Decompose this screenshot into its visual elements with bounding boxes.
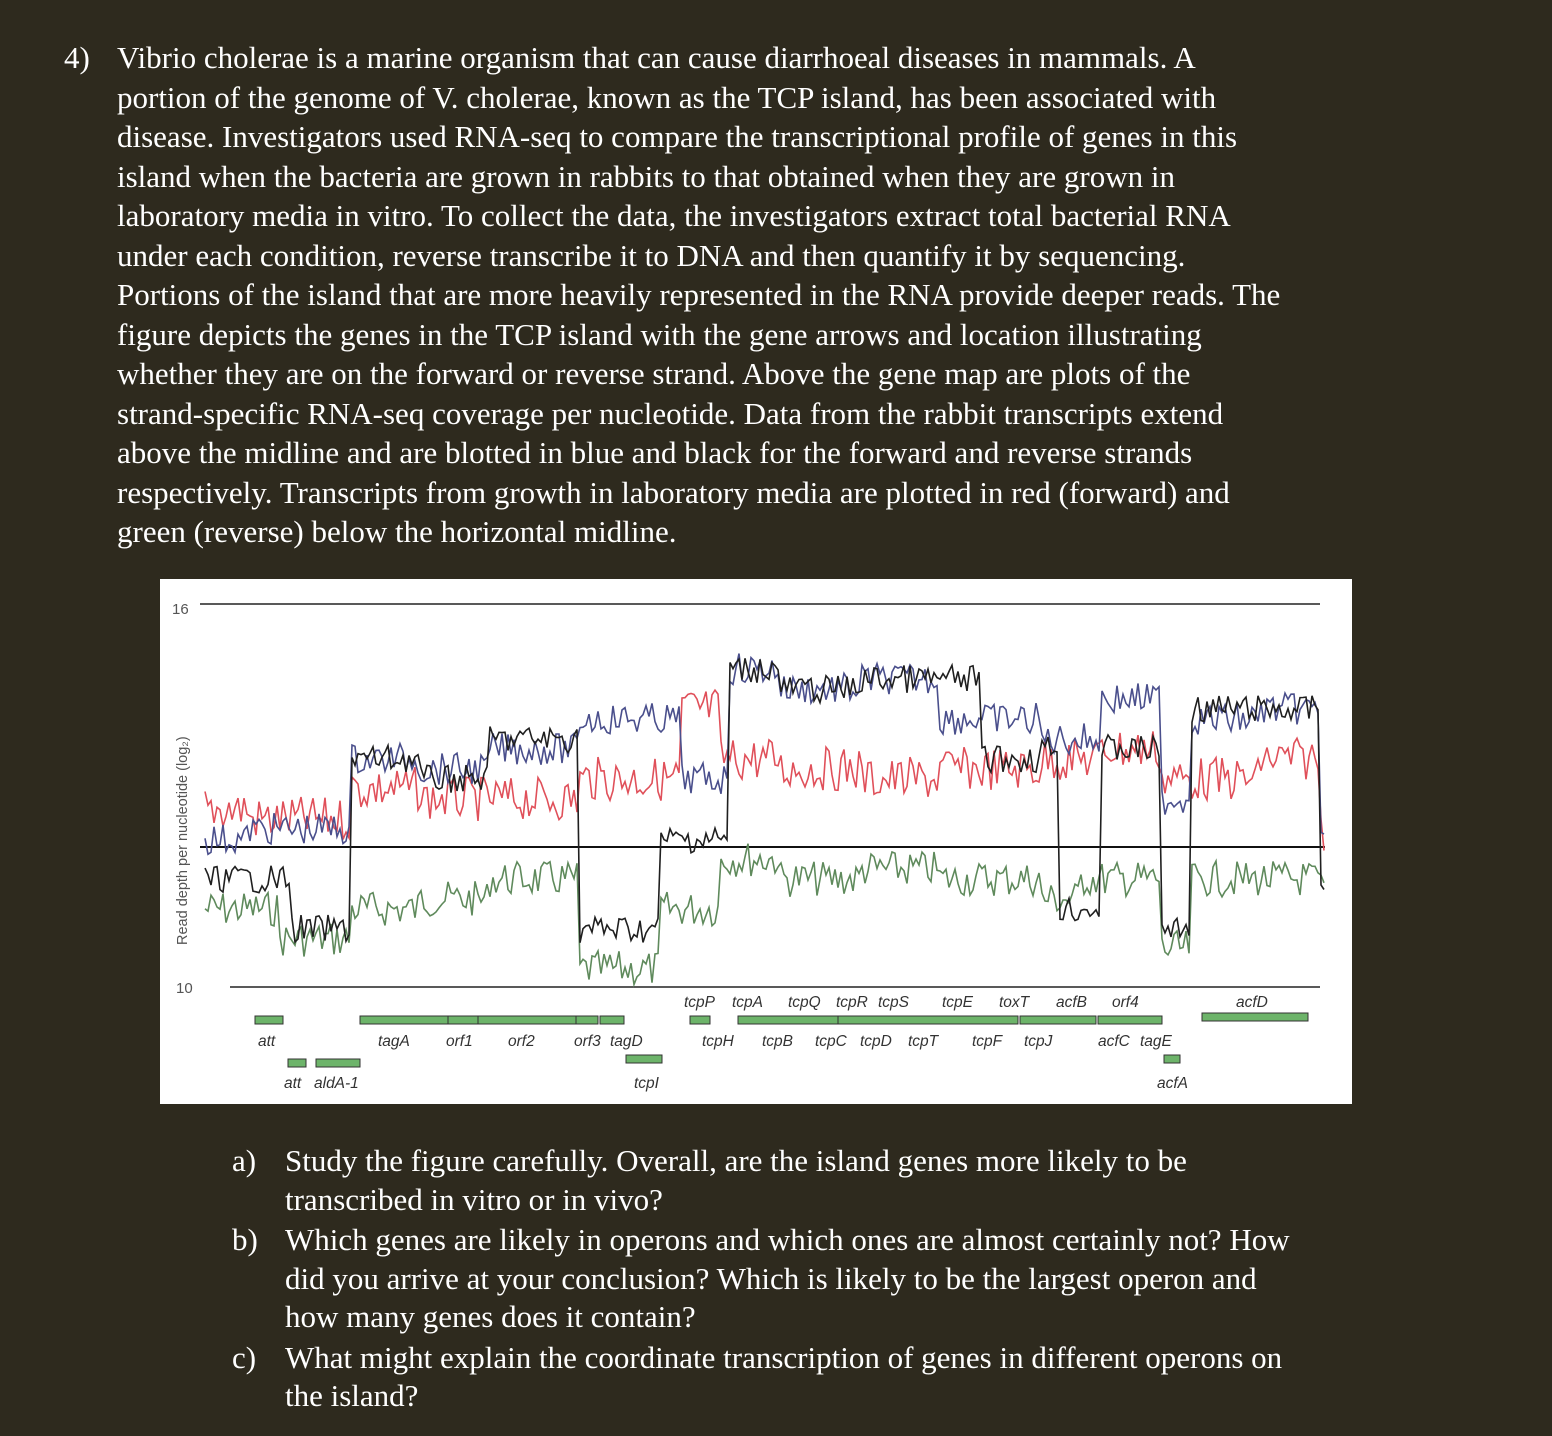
y-tick-top: 16 (172, 601, 189, 618)
lab-reverse-trace (205, 844, 1324, 985)
gene-arrow-tagD (600, 1016, 624, 1024)
gene-label-acfB: acfB (1056, 994, 1088, 1011)
gene-label-orf2: orf2 (508, 1033, 535, 1050)
gene-label-att-2: att (284, 1075, 302, 1092)
subquestion-label: c) (232, 1339, 257, 1375)
gene-label-att: att (258, 1033, 276, 1050)
question-line: disease. Investigators used RNA-seq to compare the transcriptional profile of genes in this (117, 119, 1238, 154)
gene-label-acfD: acfD (1236, 994, 1268, 1011)
rabbit-reverse-trace (205, 658, 1324, 942)
y-axis-label: Read depth per nucleotide (log₂) (175, 736, 191, 945)
question-line: green (reverse) below the horizontal midline. (117, 514, 677, 549)
gene-arrow-orf1 (448, 1016, 478, 1024)
gene-label-tcpR: tcpR (836, 994, 868, 1011)
gene-label-tcpA: tcpA (732, 994, 764, 1011)
question-line: under each condition, reverse transcribe it to DNA and then quantify it by sequencing. (117, 237, 1186, 273)
question-line: portion of the genome of V. cholerae, known as the TCP island, has been associated with (117, 79, 1217, 115)
gene-label-orf3: orf3 (574, 1033, 601, 1050)
question-text (117, 38, 1437, 552)
subquestion-label: b) (232, 1222, 258, 1257)
gene-arrow-toxT (1020, 1016, 1096, 1024)
gene-arrow-aldA-1 (316, 1059, 360, 1067)
question-line: whether they are on the forward or reverse strand. Above the gene map are plots of the (117, 356, 1191, 391)
gene-arrow-tcpA (738, 1016, 838, 1024)
question-line: figure depicts the genes in the TCP island with the gene arrows and location illustrating (117, 316, 1202, 352)
subquestion-label: a) (232, 1143, 257, 1178)
gene-label-tcpJ: tcpJ (1024, 1033, 1053, 1050)
gene-label-tcpP: tcpP (684, 994, 716, 1011)
gene-label-tagE: tagE (1140, 1033, 1172, 1050)
gene-label-tcpS: tcpS (878, 994, 910, 1011)
gene-label-toxT: toxT (999, 994, 1030, 1011)
gene-arrow-tagA (360, 1016, 448, 1024)
gene-label-orf4: orf4 (1112, 994, 1139, 1011)
gene-label-tcpB: tcpB (762, 1033, 794, 1050)
gene-arrow-orf2 (478, 1016, 576, 1024)
subquestion-line: transcribed in vitro or in vivo? (285, 1181, 663, 1217)
subquestion-line: Study the figure carefully. Overall, are the island genes more likely to be (285, 1143, 1187, 1178)
gene-label-tcpQ: tcpQ (788, 994, 821, 1011)
subquestion-c (232, 1339, 1532, 1416)
gene-arrow-acfB (1098, 1016, 1162, 1024)
subquestion-line: Which genes are likely in operons and which ones are almost certainly not? How (285, 1222, 1290, 1257)
gene-label-orf1: orf1 (446, 1033, 473, 1050)
subquestion-line: how many genes does it contain? (285, 1299, 696, 1334)
gene-label-tcpF: tcpF (972, 1033, 1003, 1050)
question-line: island when the bacteria are grown in rabbits to that obtained when they are grown in (117, 158, 1175, 194)
rna-seq-figure (160, 579, 1352, 1104)
gene-label-acfC: acfC (1098, 1033, 1130, 1050)
question-line: strand-specific RNA-seq coverage per nucleotide. Data from the rabbit transcripts extend (117, 395, 1224, 431)
subquestion-line: the island? (285, 1378, 419, 1413)
subquestion-b (232, 1221, 1532, 1337)
y-tick-bottom: 10 (176, 980, 193, 997)
gene-label-tcpE: tcpE (942, 994, 974, 1011)
gene-label-tcpI: tcpI (634, 1075, 659, 1092)
subquestion-line: did you arrive at your conclusion? Which is likely to be the largest operon and (285, 1260, 1257, 1296)
gene-arrow-acfD (1202, 1013, 1308, 1021)
gene-arrow-tcpP (690, 1016, 710, 1024)
gene-label-tcpC: tcpC (815, 1033, 847, 1050)
gene-arrow-att (255, 1016, 283, 1024)
lab-forward-trace (205, 690, 1324, 850)
rna-seq-plot (160, 579, 1352, 1104)
gene-label-acfA: acfA (1157, 1075, 1189, 1092)
subquestion-a (232, 1142, 1532, 1219)
question-line: laboratory media in vitro. To collect the data, the investigators extract total bacterial RNA (117, 198, 1231, 233)
gene-label-tagD: tagD (610, 1033, 643, 1050)
gene-arrow-tcpQ (838, 1016, 1018, 1024)
subquestion-line: What might explain the coordinate transcription of genes in different operons on (285, 1339, 1283, 1375)
gene-label-aldA-1: aldA-1 (314, 1075, 359, 1092)
question-line: Portions of the island that are more heavily represented in the RNA provide deeper reads. The (117, 277, 1281, 312)
question-number: 4) (64, 40, 90, 75)
gene-arrow-tcpI (626, 1055, 662, 1063)
gene-arrow-orf3 (576, 1016, 598, 1024)
question-line: above the midline and are blotted in blue and black for the forward and reverse strands (117, 435, 1193, 470)
question-line: Vibrio cholerae is a marine organism that can cause diarrhoeal diseases in mammals. A (117, 40, 1196, 75)
gene-label-tcpD: tcpD (860, 1033, 892, 1050)
gene-label-tcpT: tcpT (908, 1033, 939, 1050)
gene-label-tagA: tagA (378, 1033, 410, 1050)
gene-arrow-att-rev (288, 1059, 306, 1067)
question-line: respectively. Transcripts from growth in laboratory media are plotted in red (forward) and (117, 474, 1230, 510)
coverage-traces (205, 654, 1324, 985)
gene-arrow-acfA (1164, 1055, 1180, 1063)
gene-label-tcpH: tcpH (702, 1033, 734, 1050)
subquestion-list (232, 1142, 1532, 1418)
